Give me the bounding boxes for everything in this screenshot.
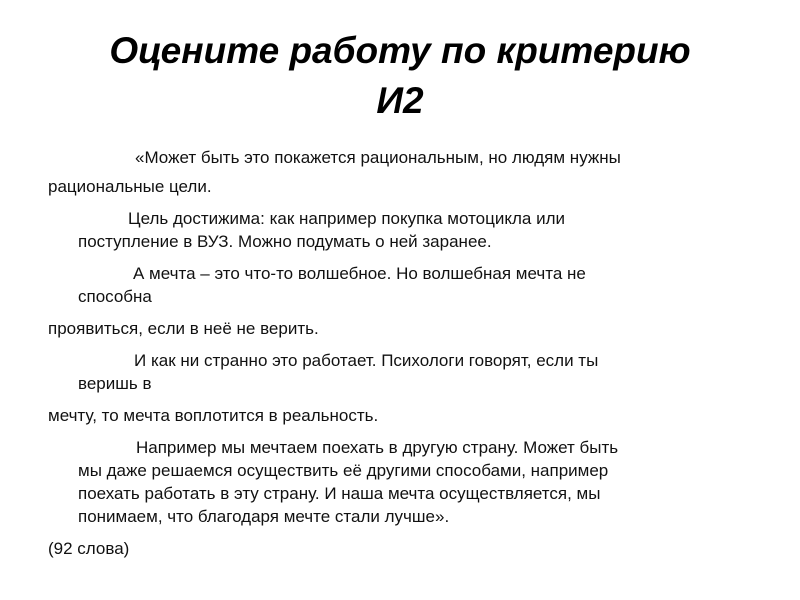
essay-text (48, 146, 768, 560)
essay-line: мы даже решаемся осуществить её другими способами, например (78, 461, 609, 480)
essay-line: поехать работать в эту страну. И наша мечта осуществляется, мы (78, 484, 601, 503)
title-line-1: Оцените работу по критерию (109, 30, 691, 71)
essay-line: веришь в (78, 374, 152, 393)
essay-line: поступление в ВУЗ. Можно подумать о ней заранее. (78, 232, 492, 251)
slide-title (0, 26, 800, 126)
word-count: (92 слова) (48, 539, 130, 558)
essay-line: «Может быть это покажется рациональным, но людям нужны (135, 148, 621, 167)
title-line-2: И2 (376, 80, 424, 121)
essay-line: Цель достижима: как например покупка мотоцикла или (128, 209, 565, 228)
essay-line: способна (78, 287, 152, 306)
essay-line: проявиться, если в неё не верить. (48, 319, 319, 338)
essay-line: понимаем, что благодаря мечте стали лучше». (78, 507, 450, 526)
essay-line: рациональные цели. (48, 177, 212, 196)
essay-line: И как ни странно это работает. Психологи говорят, если ты (134, 351, 599, 370)
essay-line: Например мы мечтаем поехать в другую страну. Может быть (136, 438, 619, 457)
essay-line: мечту, то мечта воплотится в реальность. (48, 406, 379, 425)
essay-line: А мечта – это что-то волшебное. Но волшебная мечта не (133, 264, 586, 283)
